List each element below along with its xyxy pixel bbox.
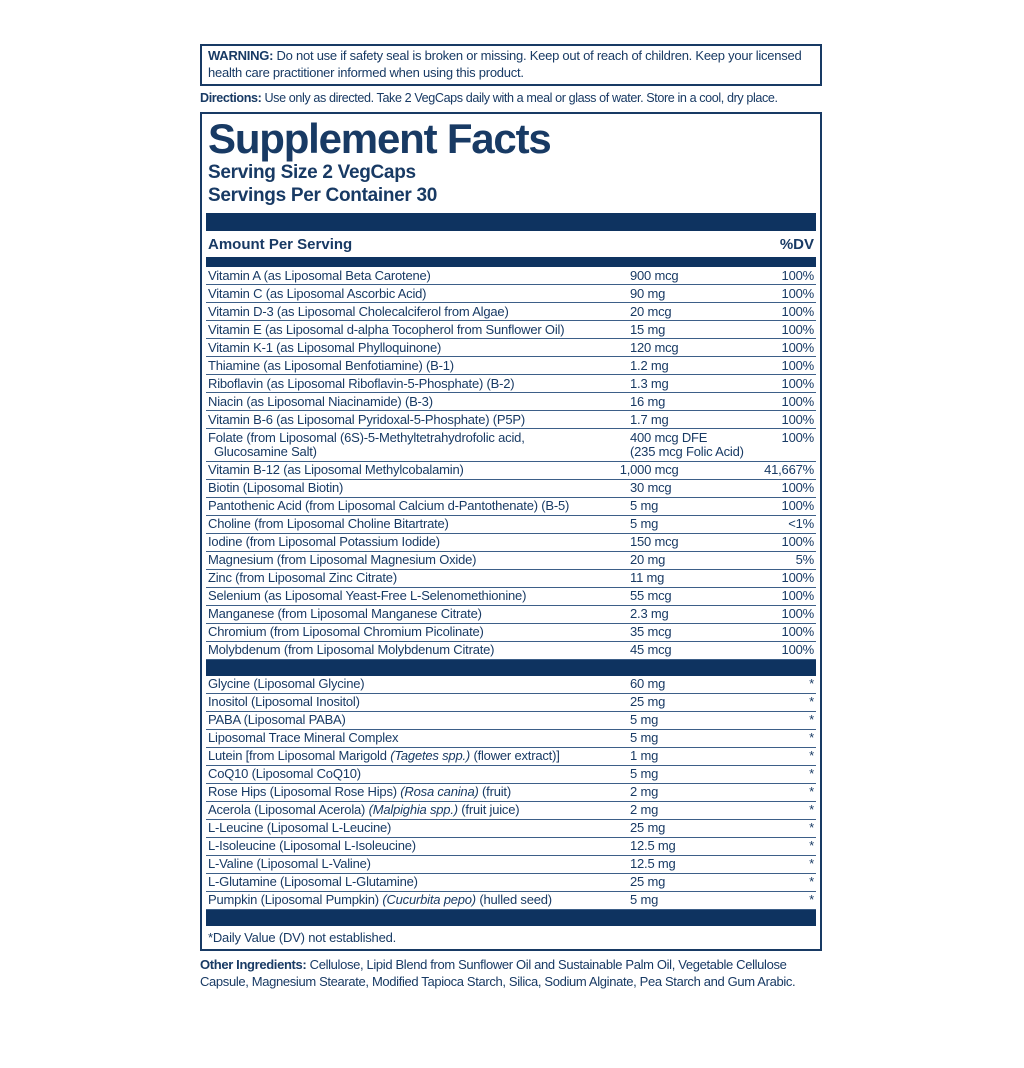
nutrient-amount: 12.5 mg	[630, 838, 676, 853]
nutrient-name: Iodine (from Liposomal Potassium Iodide)	[208, 534, 440, 549]
nutrient-amount: 25 mg	[630, 874, 666, 889]
nutrient-table-nodv	[206, 676, 816, 910]
table-row	[206, 516, 816, 534]
table-row	[206, 534, 816, 552]
nutrient-name: Folate (from Liposomal (6S)-5-Methyltetrahydrofolic acid, Glucosamine Salt)	[208, 431, 630, 460]
nutrient-dv: 100%	[781, 606, 814, 621]
nutrient-dv: *	[809, 838, 814, 853]
nutrient-amount: 90 mg	[630, 285, 666, 301]
nutrient-dv: 100%	[781, 642, 814, 657]
table-row	[206, 802, 816, 820]
nutrient-amount: 55 mcg	[630, 588, 672, 603]
nutrient-amount: 2 mg	[630, 784, 659, 799]
table-row	[206, 321, 816, 339]
nutrient-dv: *	[809, 676, 814, 691]
table-row	[206, 624, 816, 642]
nutrient-amount: 5 mg	[630, 766, 659, 781]
nutrient-dv: *	[809, 712, 814, 727]
nutrient-amount: 60 mg	[630, 676, 666, 691]
nutrient-name: Acerola (Liposomal Acerola) (Malpighia spp.) (fruit juice)	[208, 802, 520, 817]
nutrient-name: Chromium (from Liposomal Chromium Picolinate)	[208, 624, 484, 639]
nutrient-name: Pantothenic Acid (from Liposomal Calcium d-Pantothenate) (B-5)	[208, 498, 570, 513]
nutrient-amount: 900 mcg	[630, 267, 679, 283]
table-row	[206, 712, 816, 730]
nutrient-name: Vitamin D-3 (as Liposomal Cholecalciferol from Algae)	[208, 303, 509, 319]
nutrient-dv: *	[809, 730, 814, 745]
directions-text: Use only as directed. Take 2 VegCaps daily with a meal or glass of water. Store in a cool, dry place.	[261, 91, 778, 105]
table-row	[206, 588, 816, 606]
warning-box	[200, 44, 822, 86]
nutrient-amount: 25 mg	[630, 820, 666, 835]
nutrient-dv: 100%	[781, 267, 814, 283]
nutrient-name: Biotin (Liposomal Biotin)	[208, 480, 344, 495]
nutrient-dv: 41,667%	[764, 462, 814, 477]
table-row	[206, 606, 816, 624]
nutrient-name: Vitamin K-1 (as Liposomal Phylloquinone)	[208, 339, 442, 355]
nutrient-amount-line2: (235 mcg Folic Acid)	[630, 444, 744, 459]
table-row	[206, 892, 816, 910]
table-row	[206, 357, 816, 375]
divider-bar-header	[206, 257, 816, 267]
nutrient-name: Zinc (from Liposomal Zinc Citrate)	[208, 570, 397, 585]
table-row	[206, 339, 816, 357]
nutrient-amount: 150 mcg	[630, 534, 679, 549]
nutrient-name: Rose Hips (Liposomal Rose Hips) (Rosa canina) (fruit)	[208, 784, 511, 799]
nutrient-amount: 5 mg	[630, 498, 659, 513]
column-header-row	[206, 231, 816, 257]
supplement-label	[200, 44, 822, 990]
nutrient-name: Thiamine (as Liposomal Benfotiamine) (B-1)	[208, 357, 454, 373]
warning-label: WARNING:	[208, 48, 274, 63]
nutrient-name: Glycine (Liposomal Glycine)	[208, 676, 365, 691]
nutrient-amount: 15 mg	[630, 321, 666, 337]
nutrient-amount: 45 mcg	[630, 642, 672, 657]
nutrient-name: Inositol (Liposomal Inositol)	[208, 694, 360, 709]
table-row	[206, 730, 816, 748]
directions-label: Directions:	[200, 91, 262, 105]
table-row	[206, 480, 816, 498]
nutrient-name: PABA (Liposomal PABA)	[208, 712, 346, 727]
nutrient-amount: 120 mcg	[630, 339, 679, 355]
table-row	[206, 285, 816, 303]
nutrient-name: L-Leucine (Liposomal L-Leucine)	[208, 820, 392, 835]
nutrient-dv: 100%	[781, 393, 814, 409]
other-ingredients-text: Cellulose, Lipid Blend from Sunflower Oil and Sustainable Palm Oil, Vegetable Cellulose Capsule, Magnesium Stearate, Modified Tapioca Starch, Silica, Sodium Alginate, Pea Starch and Gum Arabic.	[200, 956, 796, 989]
nutrient-amount: 2 mg	[630, 802, 659, 817]
nutrient-dv: *	[809, 820, 814, 835]
table-row	[206, 694, 816, 712]
nutrient-amount: 11 mg	[630, 570, 665, 585]
nutrient-dv: *	[809, 874, 814, 889]
dv-footnote: *Daily Value (DV) not established.	[208, 929, 397, 945]
nutrient-amount: 1.3 mg	[630, 375, 669, 391]
facts-title: Supplement Facts	[208, 115, 551, 162]
nutrient-dv: 5%	[795, 552, 814, 567]
nutrient-dv: *	[809, 766, 814, 781]
table-row	[206, 838, 816, 856]
warning-text: Do not use if safety seal is broken or missing. Keep out of reach of children. Keep your licensed health care practitioner informed when using this product.	[208, 48, 802, 80]
divider-bar-bottom	[206, 910, 816, 926]
nutrient-name: Vitamin B-6 (as Liposomal Pyridoxal-5-Phosphate) (P5P)	[208, 411, 525, 427]
nutrient-name: Niacin (as Liposomal Niacinamide) (B-3)	[208, 393, 433, 409]
nutrient-dv: 100%	[781, 498, 814, 513]
nutrient-dv: 100%	[781, 321, 814, 337]
nutrient-name: Manganese (from Liposomal Manganese Citrate)	[208, 606, 482, 621]
other-ingredients-label: Other Ingredients:	[200, 956, 307, 972]
nutrient-amount: 2.3 mg	[630, 606, 669, 621]
nutrient-dv: 100%	[781, 588, 814, 603]
nutrient-amount: 35 mcg	[630, 624, 672, 639]
serving-size: Serving Size 2 VegCaps	[208, 162, 416, 183]
nutrient-name: Choline (from Liposomal Choline Bitartrate)	[208, 516, 449, 531]
table-row	[206, 498, 816, 516]
nutrient-dv: *	[809, 748, 814, 763]
nutrient-name-line2: Glucosamine Salt)	[214, 444, 317, 459]
nutrient-name: Selenium (as Liposomal Yeast-Free L-Selenomethionine)	[208, 588, 527, 603]
table-row	[206, 874, 816, 892]
divider-bar-top	[206, 213, 816, 231]
table-row	[206, 748, 816, 766]
table-row	[206, 676, 816, 694]
table-row	[206, 784, 816, 802]
nutrient-name: L-Valine (Liposomal L-Valine)	[208, 856, 371, 871]
nutrient-amount: 400 mcg DFE (235 mcg Folic Acid)	[630, 431, 778, 460]
nutrient-amount: 16 mg	[630, 393, 666, 409]
nutrient-dv: 100%	[781, 303, 814, 319]
nutrient-dv: 100%	[781, 285, 814, 301]
table-row	[206, 429, 816, 462]
other-ingredients	[200, 956, 822, 990]
nutrient-amount: 20 mcg	[630, 303, 672, 319]
nutrient-name: L-Isoleucine (Liposomal L-Isoleucine)	[208, 838, 416, 853]
nutrient-dv: 100%	[781, 570, 814, 585]
nutrient-dv: 100%	[781, 339, 814, 355]
supplement-facts-panel	[200, 112, 822, 951]
nutrient-amount: 30 mcg	[630, 480, 672, 495]
nutrient-dv: *	[809, 892, 814, 907]
nutrient-name: CoQ10 (Liposomal CoQ10)	[208, 766, 361, 781]
servings-per-container: Servings Per Container 30	[208, 185, 438, 206]
nutrient-amount: 1,000 mcg	[619, 462, 679, 477]
table-row	[206, 856, 816, 874]
nutrient-dv: *	[809, 784, 814, 799]
nutrient-name: Vitamin C (as Liposomal Ascorbic Acid)	[208, 285, 427, 301]
table-row	[206, 393, 816, 411]
nutrient-name: Pumpkin (Liposomal Pumpkin) (Cucurbita pepo) (hulled seed)	[208, 892, 552, 907]
nutrient-name: Vitamin A (as Liposomal Beta Carotene)	[208, 267, 431, 283]
nutrient-dv: 100%	[781, 624, 814, 639]
table-row	[206, 375, 816, 393]
nutrient-dv: *	[809, 694, 814, 709]
nutrient-dv: 100%	[781, 357, 814, 373]
nutrient-amount: 1.7 mg	[630, 411, 669, 427]
directions	[200, 91, 822, 106]
nutrient-dv: 100%	[781, 534, 814, 549]
table-row	[206, 552, 816, 570]
table-row	[206, 642, 816, 660]
table-row	[206, 267, 816, 285]
nutrient-amount: 5 mg	[630, 712, 659, 727]
table-row	[206, 820, 816, 838]
nutrient-name: Molybdenum (from Liposomal Molybdenum Citrate)	[208, 642, 495, 657]
dv-header: %DV	[779, 236, 814, 253]
amount-per-serving-header: Amount Per Serving	[208, 236, 353, 253]
nutrient-dv: *	[809, 856, 814, 871]
divider-bar-middle	[206, 660, 816, 676]
nutrient-amount: 1.2 mg	[630, 357, 669, 373]
nutrient-amount: 5 mg	[630, 892, 659, 907]
nutrient-dv: 100%	[781, 429, 814, 445]
table-row	[206, 411, 816, 429]
nutrient-amount: 5 mg	[630, 730, 659, 745]
nutrient-dv: 100%	[781, 375, 814, 391]
nutrient-name: L-Glutamine (Liposomal L-Glutamine)	[208, 874, 418, 889]
table-row	[206, 766, 816, 784]
nutrient-name: Riboflavin (as Liposomal Riboflavin-5-Phosphate) (B-2)	[208, 375, 515, 391]
nutrient-dv: <1%	[788, 516, 814, 531]
nutrient-dv: *	[809, 802, 814, 817]
nutrient-name: Vitamin E (as Liposomal d-alpha Tocopherol from Sunflower Oil)	[208, 321, 565, 337]
nutrient-amount: 12.5 mg	[630, 856, 676, 871]
table-row	[206, 462, 816, 480]
table-row	[206, 303, 816, 321]
nutrient-amount: 5 mg	[630, 516, 659, 531]
nutrient-amount: 1 mg	[630, 748, 659, 763]
table-row	[206, 570, 816, 588]
nutrient-table-dv	[206, 267, 816, 660]
nutrient-name: Liposomal Trace Mineral Complex	[208, 730, 399, 745]
nutrient-name: Magnesium (from Liposomal Magnesium Oxide)	[208, 552, 477, 567]
nutrient-amount: 20 mg	[630, 552, 666, 567]
nutrient-amount: 25 mg	[630, 694, 666, 709]
nutrient-name: Vitamin B-12 (as Liposomal Methylcobalamin)	[208, 462, 464, 477]
nutrient-dv: 100%	[781, 411, 814, 427]
nutrient-dv: 100%	[781, 480, 814, 495]
nutrient-name: Lutein [from Liposomal Marigold (Tagetes spp.) (flower extract)]	[208, 748, 560, 763]
